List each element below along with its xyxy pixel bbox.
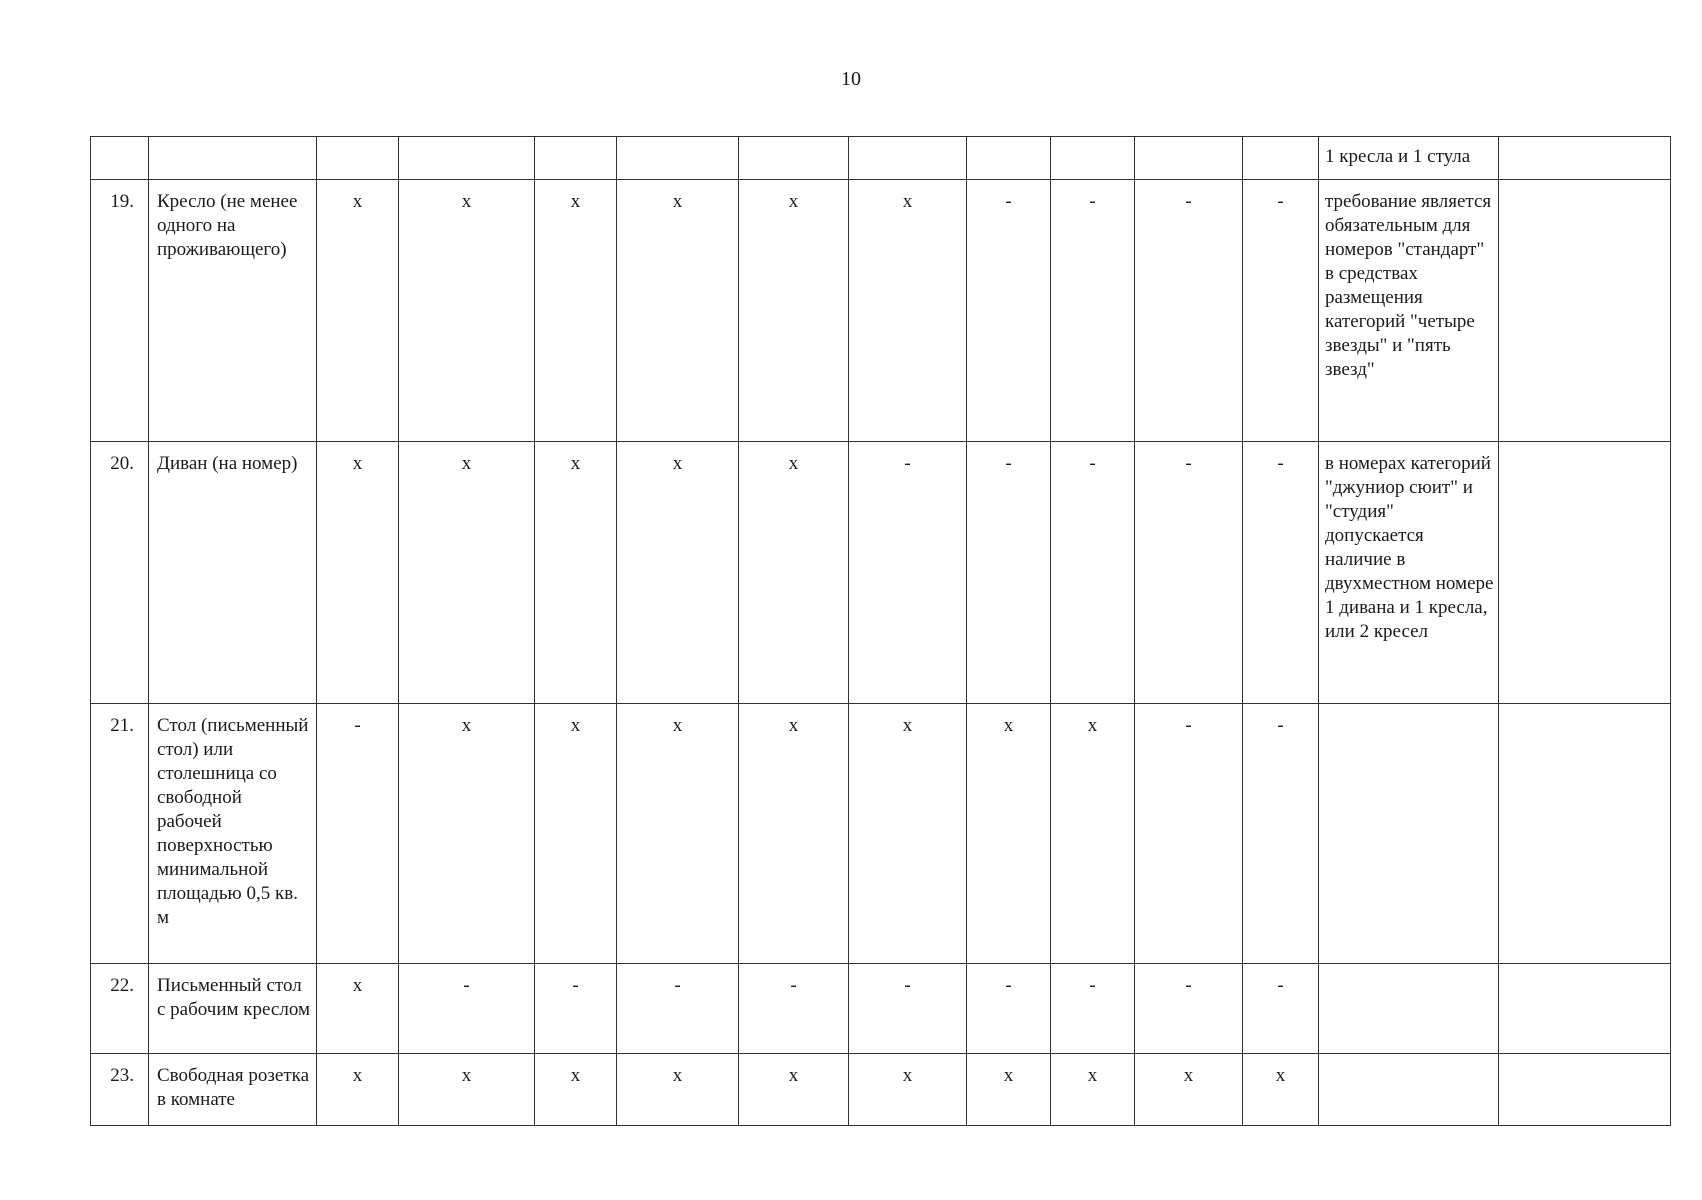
row-number-cell: 23. [91,1054,149,1126]
mark-cell: - [535,964,617,1054]
item-name-cell: Диван (на номер) [149,442,317,704]
row-number-cell: 21. [91,704,149,964]
note-cell: 1 кресла и 1 стула [1319,137,1499,180]
mark-cell: x [399,1054,535,1126]
note-cell: требование является обязательным для номеров "стандарт" в средствах размещения категорий "четыре звезды" и "пять звезд" [1319,180,1499,442]
mark-cell [967,137,1051,180]
extra-cell [1499,704,1671,964]
mark-cell: x [535,442,617,704]
mark-cell: x [399,442,535,704]
note-cell [1319,964,1499,1054]
mark-cell: - [967,964,1051,1054]
mark-cell: x [967,704,1051,964]
mark-cell: - [739,964,849,1054]
mark-cell: - [399,964,535,1054]
item-name-cell: Свободная розетка в комнате [149,1054,317,1126]
table-row-continuation [91,137,1671,180]
mark-cell: - [1051,180,1135,442]
mark-cell: x [617,1054,739,1126]
table-row [91,442,1671,704]
mark-cell [317,137,399,180]
mark-cell: x [739,442,849,704]
mark-cell: - [1243,964,1319,1054]
table-body [91,137,1671,1126]
mark-cell [617,137,739,180]
mark-cell: - [1135,442,1243,704]
mark-cell: x [535,1054,617,1126]
mark-cell: x [317,442,399,704]
mark-cell: x [317,1054,399,1126]
mark-cell: - [1243,180,1319,442]
note-cell [1319,1054,1499,1126]
mark-cell: x [739,704,849,964]
mark-cell: x [849,704,967,964]
item-name-cell: Письменный стол с рабочим креслом [149,964,317,1054]
mark-cell: x [617,442,739,704]
mark-cell: x [535,704,617,964]
mark-cell [535,137,617,180]
extra-cell [1499,180,1671,442]
mark-cell: x [399,180,535,442]
item-name-cell: Стол (письменный стол) или столешница со свободной рабочей поверхностью минимальной площадью 0,5 кв. м [149,704,317,964]
mark-cell: - [1243,442,1319,704]
mark-cell: x [1051,1054,1135,1126]
mark-cell: - [1135,964,1243,1054]
mark-cell: - [1051,442,1135,704]
mark-cell: - [1243,704,1319,964]
mark-cell [1135,137,1243,180]
mark-cell: - [967,180,1051,442]
mark-cell: x [739,1054,849,1126]
mark-cell: x [1135,1054,1243,1126]
row-number-cell: 19. [91,180,149,442]
mark-cell: - [849,964,967,1054]
extra-cell [1499,1054,1671,1126]
row-number-cell [91,137,149,180]
mark-cell: x [849,180,967,442]
row-number-cell: 22. [91,964,149,1054]
mark-cell: x [1051,704,1135,964]
mark-cell: x [739,180,849,442]
mark-cell: x [617,704,739,964]
page-number: 10 [841,68,861,90]
mark-cell: - [617,964,739,1054]
table-row [91,704,1671,964]
mark-cell: x [317,180,399,442]
extra-cell [1499,964,1671,1054]
mark-cell [849,137,967,180]
table-row [91,964,1671,1054]
mark-cell: x [617,180,739,442]
table-row [91,1054,1671,1126]
mark-cell: x [399,704,535,964]
mark-cell: x [535,180,617,442]
note-cell [1319,704,1499,964]
mark-cell: - [1051,964,1135,1054]
mark-cell: - [967,442,1051,704]
mark-cell: x [317,964,399,1054]
extra-cell [1499,442,1671,704]
mark-cell [1051,137,1135,180]
mark-cell: x [1243,1054,1319,1126]
mark-cell [1243,137,1319,180]
mark-cell: - [317,704,399,964]
mark-cell: x [967,1054,1051,1126]
mark-cell: - [1135,704,1243,964]
item-name-cell: Кресло (не менее одного на проживающего) [149,180,317,442]
mark-cell: - [849,442,967,704]
item-name-cell [149,137,317,180]
mark-cell [739,137,849,180]
row-number-cell: 20. [91,442,149,704]
requirements-table [90,136,1671,1126]
table-row [91,180,1671,442]
mark-cell: x [849,1054,967,1126]
note-cell: в номерах категорий "джуниор сюит" и "студия" допускается наличие в двухместном номере 1 дивана и 1 кресла, или 2 кресел [1319,442,1499,704]
mark-cell: - [1135,180,1243,442]
extra-cell [1499,137,1671,180]
mark-cell [399,137,535,180]
